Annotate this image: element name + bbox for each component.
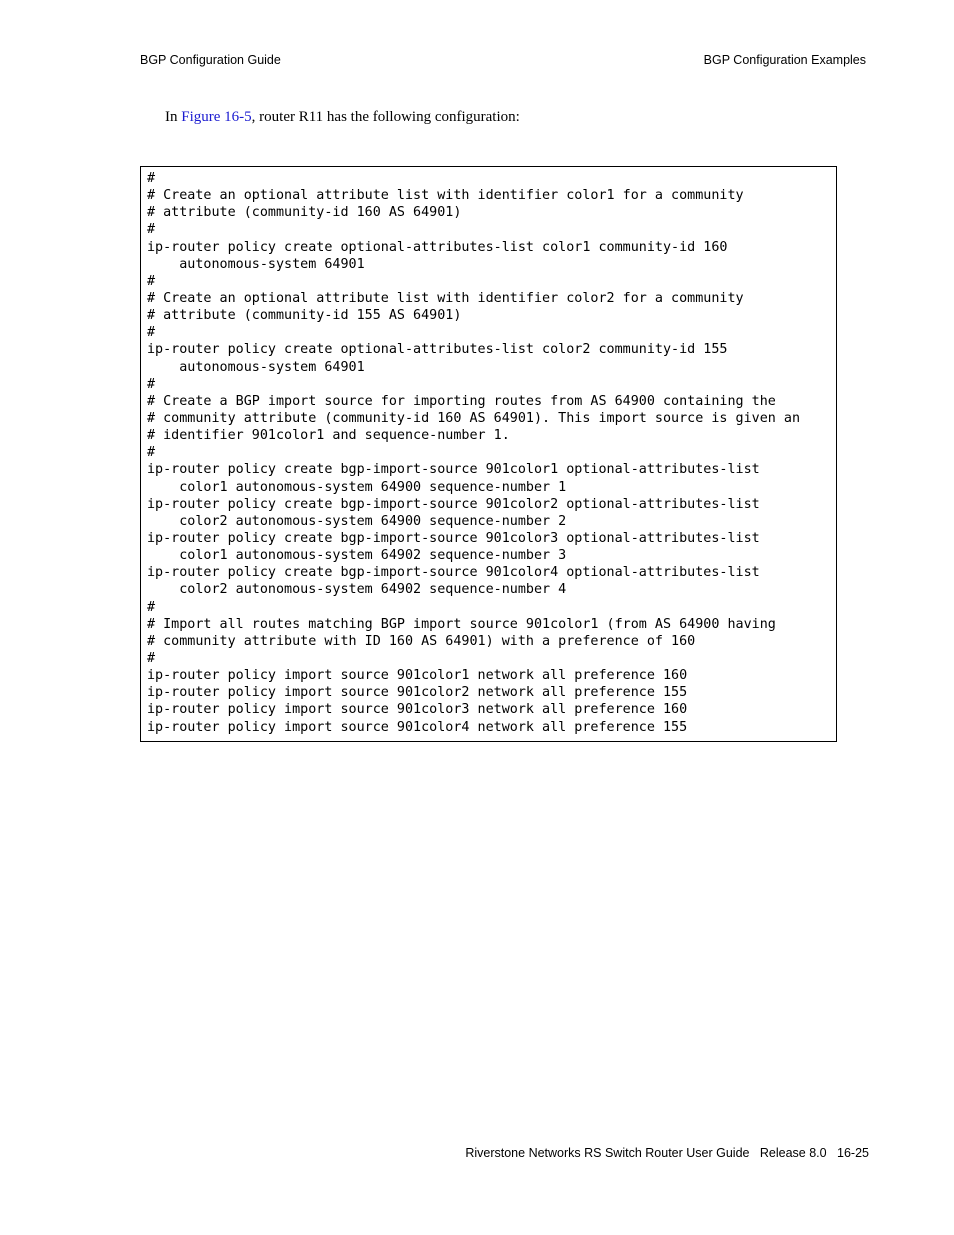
code-line: ip-router policy import source 901color4 network all preference 155 [147,719,688,735]
code-line: # [147,171,156,186]
code-line: # [147,273,156,289]
code-line: ip-router policy import source 901color2 network all preference 155 [147,685,688,701]
code-line: ip-router policy create optional-attributes-list color2 community-id 155 [147,342,728,358]
code-line: autonomous-system 64901 [147,359,365,375]
code-line: ip-router policy create bgp-import-source 901color3 optional-attributes-list [147,530,760,546]
code-line: # Import all routes matching BGP import source 901color1 (from AS 64900 having [147,616,776,632]
code-line: # [147,445,156,461]
intro-paragraph [165,107,520,127]
running-footer: Riverstone Networks RS Switch Router User Guide Release 8.0 16-25 [465,1146,869,1160]
code-line: ip-router policy create bgp-import-source 901color1 optional-attributes-list [147,462,760,478]
running-header-right: BGP Configuration Examples [703,53,866,67]
code-line: ip-router policy create optional-attributes-list color1 community-id 160 [147,239,728,255]
code-line: ip-router policy create bgp-import-source 901color2 optional-attributes-list [147,496,760,512]
code-line: # identifier 901color1 and sequence-number 1. [147,428,510,444]
code-line: # [147,376,156,392]
code-line: # Create an optional attribute list with identifier color1 for a community [147,188,744,204]
code-line: # [147,325,156,341]
code-line: # community attribute with ID 160 AS 64901) with a preference of 160 [147,633,696,649]
code-line: color1 autonomous-system 64902 sequence-number 3 [147,548,567,564]
code-line: # [147,650,156,666]
code-line: # [147,599,156,615]
code-line: color2 autonomous-system 64900 sequence-number 2 [147,513,567,529]
intro-text-before: In [165,109,182,125]
code-line: # attribute (community-id 160 AS 64901) [147,205,462,221]
running-header-left: BGP Configuration Guide [140,53,281,67]
code-line: ip-router policy import source 901color1 network all preference 160 [147,668,688,684]
code-line: color2 autonomous-system 64902 sequence-number 4 [147,582,567,598]
code-line: # Create a BGP import source for importing routes from AS 64900 containing the [147,393,776,409]
code-line: ip-router policy import source 901color3 network all preference 160 [147,702,688,718]
code-line: autonomous-system 64901 [147,256,365,272]
code-line: color1 autonomous-system 64900 sequence-number 1 [147,479,567,495]
code-line: # Create an optional attribute list with identifier color2 for a community [147,290,744,306]
code-line: # community attribute (community-id 160 AS 64901). This import source is given an [147,410,801,426]
code-line: ip-router policy create bgp-import-source 901color4 optional-attributes-list [147,565,760,581]
code-block [140,166,837,742]
figure-link[interactable]: Figure 16-5 [181,109,252,125]
code-line: # attribute (community-id 155 AS 64901) [147,308,462,324]
code-line: # [147,222,156,238]
intro-text-after: , router R11 has the following configuration: [251,109,520,125]
